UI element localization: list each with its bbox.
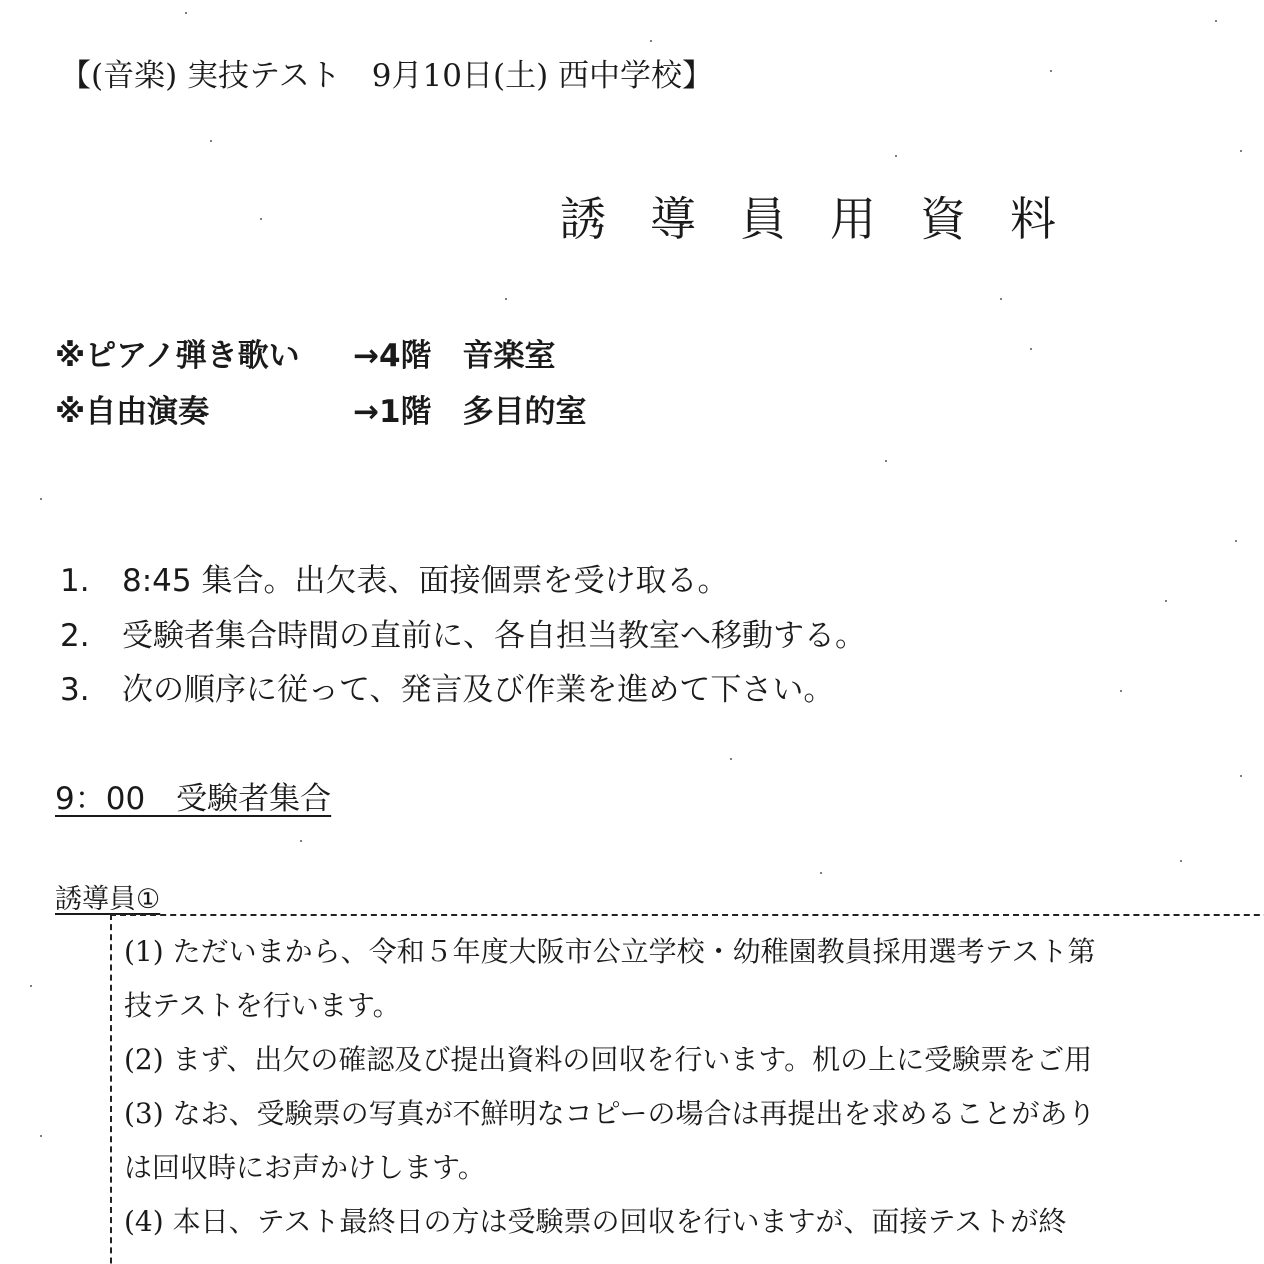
script-line: (2) まず、出欠の確認及び提出資料の回収を行います。机の上に受験票をご用: [124, 1043, 1093, 1076]
scan-speck: [820, 872, 822, 874]
script-line: (3) なお、受験票の写真が不鮮明なコピーの場合は再提出を求めることがあり: [124, 1097, 1096, 1130]
scan-speck: [1120, 690, 1122, 692]
step-item: [60, 664, 834, 709]
exam-header: 【(音楽) 実技テスト 9月10日(土) 西中学校】: [60, 58, 714, 94]
step-text: 8:45 集合。出欠表、面接個票を受け取る。: [122, 563, 729, 599]
scan-speck: [1000, 298, 1002, 300]
scan-speck: [40, 1135, 42, 1137]
scan-speck: [1240, 150, 1242, 152]
scan-speck: [1050, 70, 1052, 72]
scan-speck: [650, 40, 652, 42]
step-item: [60, 555, 728, 600]
scan-speck: [1240, 775, 1242, 777]
scan-speck: [260, 218, 262, 220]
script-line: は回収時にお声かけします。: [124, 1151, 486, 1184]
scan-speck: [895, 155, 897, 157]
document-title: 誘導員用資料: [560, 192, 1100, 246]
scan-speck: [1215, 20, 1217, 22]
step-text: 次の順序に従って、発言及び作業を進めて下さい。: [122, 672, 835, 708]
script-line: (1) ただいまから、令和５年度大阪市公立学校・幼稚園教員採用選考テスト第: [124, 935, 1096, 968]
room-location: →4階 音楽室: [353, 338, 556, 374]
scan-speck: [730, 758, 732, 760]
scan-speck: [40, 498, 42, 500]
scan-speck: [1030, 348, 1032, 350]
step-text: 受験者集合時間の直前に、各自担当教室へ移動する。: [122, 618, 866, 654]
step-item: [60, 610, 866, 655]
scan-speck: [885, 460, 887, 462]
scan-speck: [185, 12, 187, 14]
room-activity: ※自由演奏: [55, 394, 210, 430]
scan-speck: [1180, 860, 1182, 862]
room-location: →1階 多目的室: [353, 394, 587, 430]
script-line: (4) 本日、テスト最終日の方は受験票の回収を行いますが、面接テストが終: [124, 1205, 1067, 1238]
room-activity: ※ピアノ弾き歌い: [55, 338, 300, 374]
scan-speck: [210, 140, 212, 142]
step-number: 1.: [60, 563, 90, 599]
scan-speck: [1235, 540, 1237, 542]
scan-speck: [30, 985, 32, 987]
guide-label: 誘導員①: [55, 884, 161, 915]
script-line: 技テストを行います。: [124, 989, 401, 1022]
scan-speck: [505, 298, 507, 300]
step-number: 2.: [60, 618, 90, 654]
time-heading: 9：00 受験者集合: [55, 781, 332, 817]
scan-speck: [1165, 600, 1167, 602]
step-number: 3.: [60, 672, 90, 708]
scan-speck: [300, 840, 302, 842]
